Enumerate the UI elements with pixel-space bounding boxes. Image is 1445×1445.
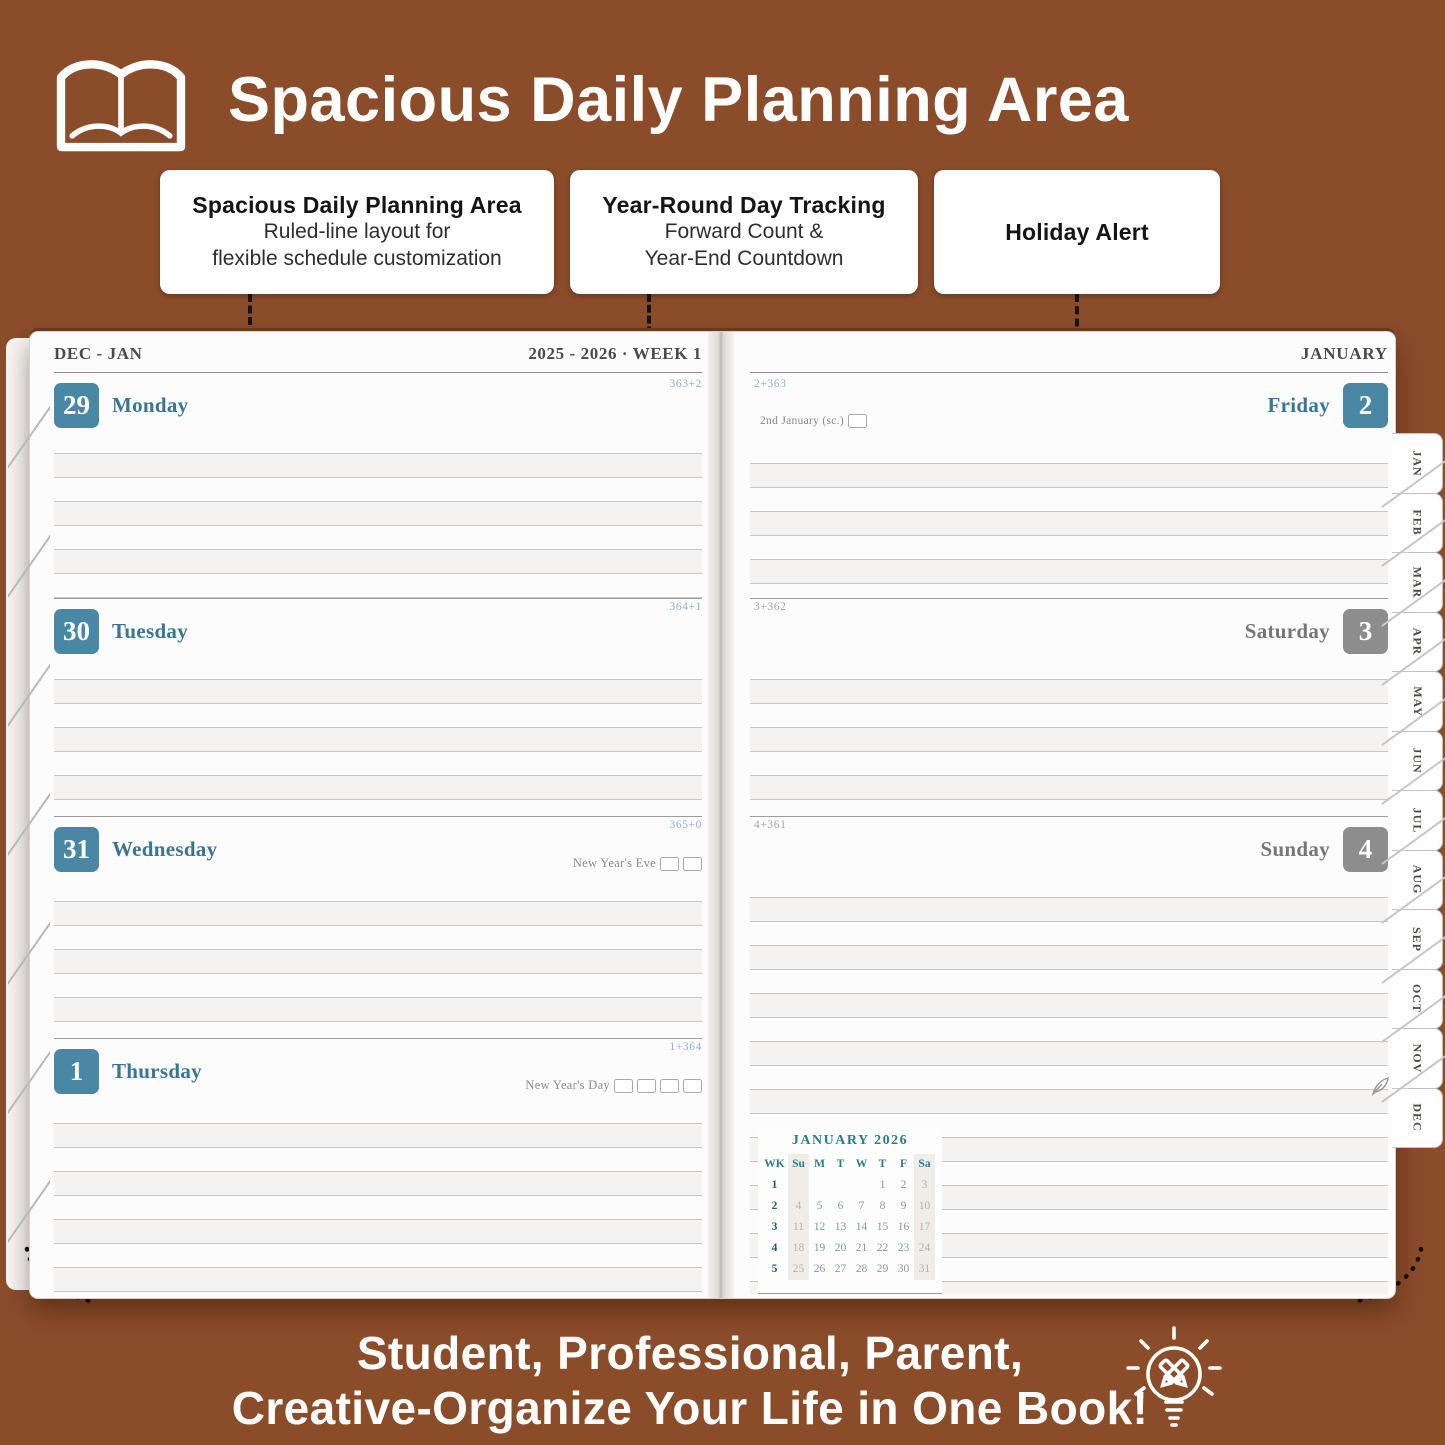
holiday-country-badge (848, 414, 867, 428)
day-label-row (54, 382, 188, 428)
holiday-country-badge (614, 1079, 633, 1093)
cal-day: 24 (914, 1238, 935, 1259)
day-name: Thursday (112, 1058, 202, 1083)
page-stack-edge (6, 338, 32, 1290)
holiday-country-badge (660, 1079, 679, 1093)
day-number-badge: 31 (54, 827, 99, 872)
cal-day: 7 (858, 1200, 865, 1212)
cal-header: T (878, 1158, 887, 1170)
callout-body-line: Ruled-line layout for (263, 219, 451, 243)
day-number-badge: 4 (1343, 827, 1388, 872)
day-name: Monday (112, 392, 189, 417)
holiday-row (54, 856, 702, 871)
cal-day: 22 (876, 1242, 889, 1254)
day-label-row (750, 608, 1388, 654)
month-tab-jan: JAN (1392, 433, 1443, 494)
callout-body-line: flexible schedule customization (212, 246, 502, 270)
month-tab-oct: OCT (1392, 969, 1443, 1030)
month-tab-aug: AUG (1392, 850, 1443, 911)
cal-day: 11 (788, 1217, 809, 1238)
callout-body-line: Forward Count & (664, 219, 824, 243)
cal-day: 18 (788, 1238, 809, 1259)
holiday-country-badge (637, 1079, 656, 1093)
day-count: 1+364 (669, 1041, 702, 1053)
cal-header: Su (788, 1154, 809, 1175)
holiday-label: New Year's Eve (572, 856, 656, 870)
month-tab-sep: SEP (1392, 909, 1443, 970)
ruled-writing-area (54, 656, 702, 816)
cal-header: Sa (914, 1154, 935, 1175)
cal-day (788, 1175, 809, 1196)
day-count: 4+361 (754, 819, 787, 831)
cal-day: 10 (914, 1196, 935, 1217)
callout-title: Spacious Daily Planning Area (192, 191, 522, 218)
cal-week-num: 1 (771, 1179, 778, 1191)
cal-day: 25 (788, 1259, 809, 1280)
cal-day: 31 (914, 1259, 935, 1280)
month-tab-apr: APR (1392, 612, 1443, 673)
ruled-writing-area (54, 1100, 702, 1292)
day-label-row (54, 608, 188, 654)
cal-header: M (814, 1158, 825, 1170)
cal-week-num: 2 (771, 1200, 778, 1212)
day-count: 3+362 (754, 601, 787, 613)
header-rule (54, 372, 702, 373)
holiday-row (54, 1078, 702, 1093)
cal-day: 17 (914, 1217, 935, 1238)
cal-day (851, 1175, 872, 1196)
cal-day: 27 (834, 1263, 847, 1275)
month-tab-jun: JUN (1392, 731, 1443, 792)
ruled-writing-area (54, 878, 702, 1038)
cal-day: 14 (855, 1221, 868, 1233)
cal-day: 13 (834, 1221, 847, 1233)
ruled-writing-area (54, 430, 702, 598)
cal-day: 6 (837, 1200, 844, 1212)
left-page-week-label: 2025 - 2026 · WEEK 1 (528, 344, 702, 363)
day-divider (54, 1038, 702, 1039)
planner-spread (30, 332, 1395, 1298)
day-number-badge: 29 (54, 383, 99, 428)
holiday-label: 2nd January (sc.) (760, 415, 844, 427)
day-count: 2+363 (754, 378, 787, 390)
cal-day (830, 1175, 851, 1196)
day-name: Wednesday (112, 836, 218, 861)
month-tab-column (1392, 434, 1443, 1148)
day-number-badge: 1 (54, 1049, 99, 1094)
day-divider (54, 816, 702, 817)
cal-day: 2 (900, 1179, 907, 1191)
footer-tagline-line2: Creative-Organize Your Life in One Book! (231, 1382, 1149, 1434)
month-tab-mar: MAR (1392, 552, 1443, 613)
left-page-month-range: DEC - JAN (54, 344, 143, 363)
day-divider (750, 816, 1388, 817)
mini-calendar-grid (761, 1154, 942, 1280)
book-spine (708, 332, 734, 1298)
cal-day: 3 (914, 1175, 935, 1196)
day-divider (54, 598, 702, 599)
month-tab-dec: DEC (1392, 1088, 1443, 1149)
callout-spacious-area (160, 170, 554, 294)
cal-week-num: 5 (771, 1263, 778, 1275)
cal-day: 28 (855, 1263, 868, 1275)
day-name: Saturday (1244, 618, 1330, 643)
cal-day: 19 (813, 1242, 826, 1254)
cal-day: 1 (879, 1179, 886, 1191)
holiday-country-badge (683, 1079, 702, 1093)
cal-day: 8 (879, 1200, 886, 1212)
ruled-writing-area (750, 656, 1388, 816)
cal-day: 16 (897, 1221, 910, 1233)
day-count: 365+0 (669, 819, 702, 831)
callout-holiday-alert (934, 170, 1220, 294)
cal-week-num: 4 (771, 1242, 778, 1254)
mini-calendar-title: JANUARY 2026 (791, 1133, 909, 1148)
cal-day: 30 (897, 1263, 910, 1275)
day-count: 364+1 (669, 601, 702, 613)
cal-header: WK (764, 1158, 785, 1170)
header-rule (750, 372, 1388, 373)
cal-header: F (899, 1158, 908, 1170)
cal-day: 4 (788, 1196, 809, 1217)
open-book-icon (50, 48, 192, 154)
holiday-country-badge (660, 857, 679, 871)
cal-day: 15 (876, 1221, 889, 1233)
cal-week-num: 3 (771, 1221, 778, 1233)
day-number-badge: 2 (1343, 383, 1388, 428)
cal-day: 29 (876, 1263, 889, 1275)
month-tab-jul: JUL (1392, 790, 1443, 851)
cal-day: 26 (813, 1263, 826, 1275)
day-name: Friday (1267, 392, 1330, 417)
month-tab-feb: FEB (1392, 493, 1443, 554)
day-count: 363+2 (669, 378, 702, 390)
cal-day: 23 (897, 1242, 910, 1254)
cal-day: 20 (834, 1242, 847, 1254)
callout-title: Holiday Alert (1005, 218, 1149, 245)
lightbulb-pencils-icon (1124, 1322, 1224, 1436)
mini-month-calendar (758, 1128, 942, 1294)
holiday-country-badge (683, 857, 702, 871)
cal-day: 9 (900, 1200, 907, 1212)
cal-day: 21 (855, 1242, 868, 1254)
footer-tagline-line1: Student, Professional, Parent, (356, 1327, 1024, 1379)
day-label-row (750, 826, 1388, 872)
day-name: Tuesday (112, 618, 189, 643)
page-title: Spacious Daily Planning Area (228, 65, 1129, 135)
cal-day: 12 (813, 1221, 826, 1233)
right-page-month-label: JANUARY (1300, 344, 1388, 363)
day-name: Sunday (1260, 836, 1330, 861)
month-tab-may: MAY (1392, 671, 1443, 732)
cal-header: W (855, 1158, 868, 1170)
callout-day-tracking (570, 170, 918, 294)
cal-day (809, 1175, 830, 1196)
month-tab-nov: NOV (1392, 1028, 1443, 1089)
day-number-badge: 3 (1343, 609, 1388, 654)
cal-day: 5 (816, 1200, 823, 1212)
day-divider (750, 598, 1388, 599)
callout-body-line: Year-End Countdown (644, 246, 844, 270)
day-number-badge: 30 (54, 609, 99, 654)
ruled-writing-area (750, 440, 1388, 598)
callout-title: Year-Round Day Tracking (602, 191, 886, 218)
holiday-row (760, 414, 867, 428)
cal-header: T (836, 1158, 845, 1170)
holiday-label: New Year's Day (525, 1078, 610, 1092)
